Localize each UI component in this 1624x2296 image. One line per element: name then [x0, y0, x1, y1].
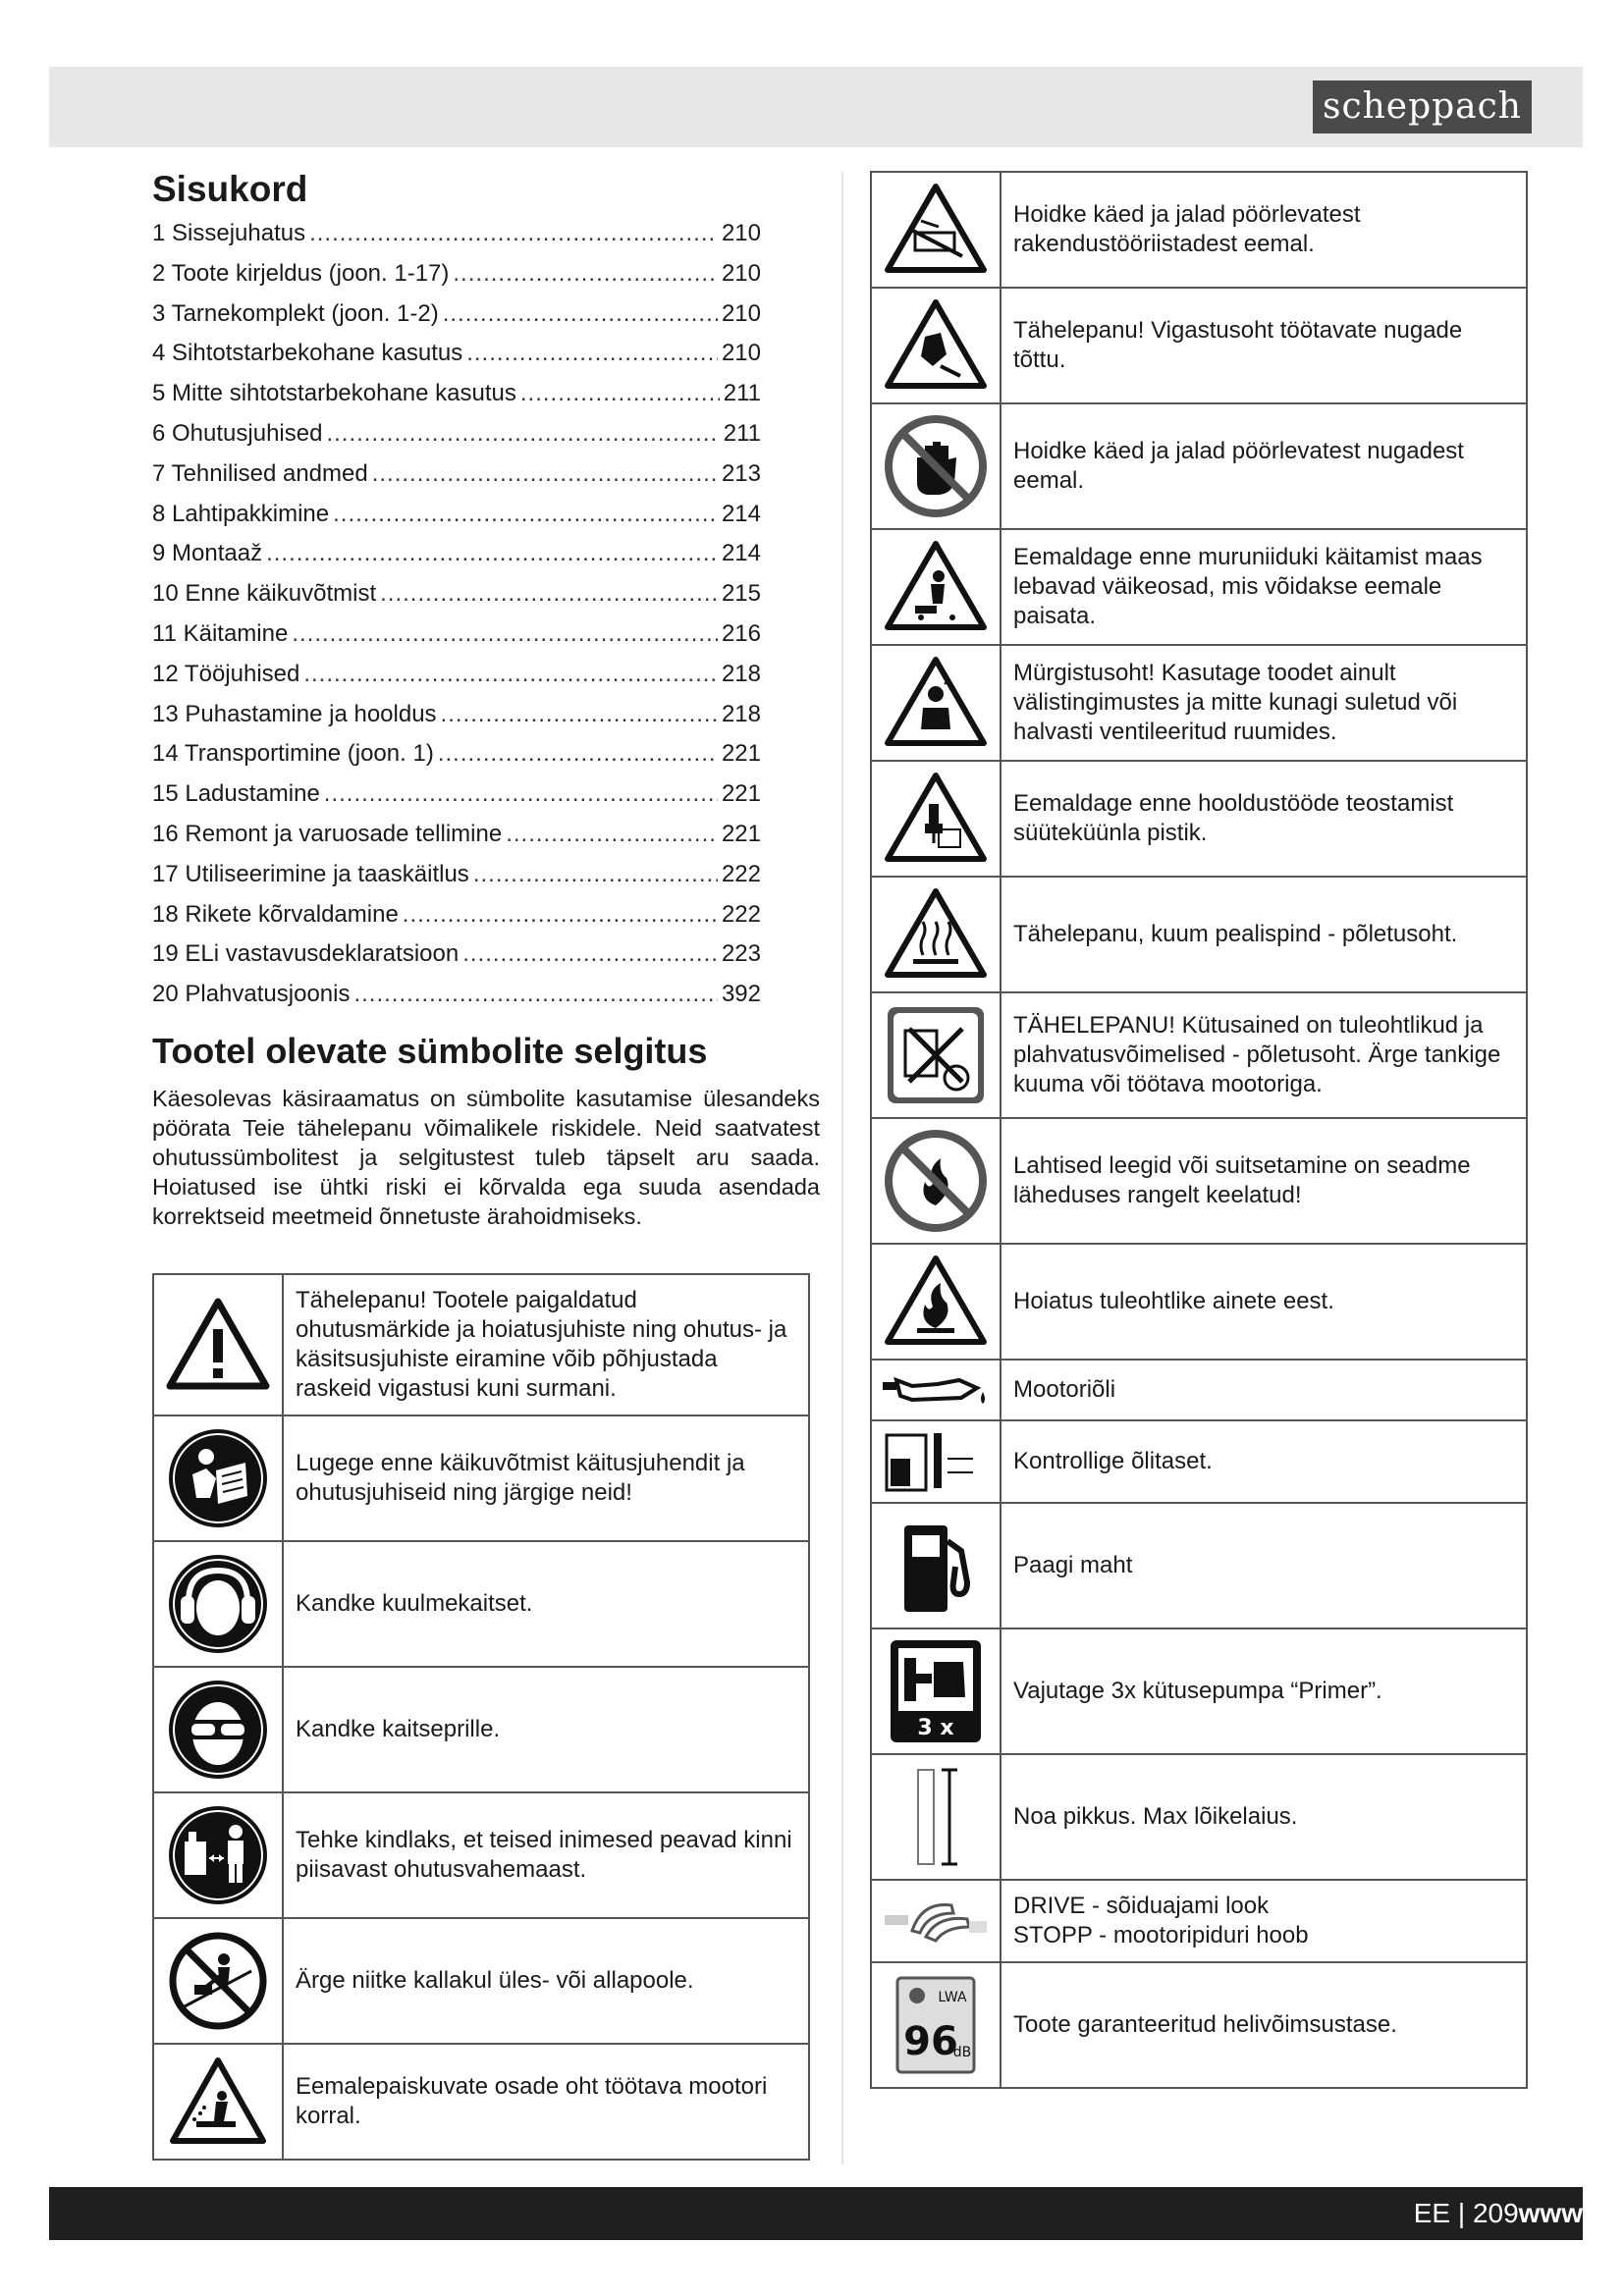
toc-item[interactable]: 16 Remont ja varuosade tellimine ..... 221 [152, 821, 761, 861]
sound-level-value: 96 [903, 2019, 958, 2064]
toc-item[interactable]: 20 Plahvatusjoonis ..... 392 [152, 981, 761, 1021]
blade-length-icon [896, 1760, 975, 1874]
blade-cut-warning-icon [882, 297, 990, 394]
table-row: Kandke kuulmekaitset. [153, 1541, 809, 1667]
no-hands-icon [882, 412, 990, 520]
toc-item[interactable]: 7 Tehnilised andmed ..... 213 [152, 460, 761, 501]
toc-item[interactable]: 9 Montaaž ..... 214 [152, 540, 761, 580]
table-row: LWA 96 dB Toote garanteeritud helivõimsustase. [871, 1962, 1527, 2088]
check-oil-level-icon [879, 1425, 993, 1498]
hot-surface-warning-icon [882, 886, 990, 983]
sound-level-unit: dB [952, 2045, 972, 2060]
table-row: Tähelepanu, kuum pealispind - põletusoht. [871, 877, 1527, 992]
table-row: Kontrollige õlitaset. [871, 1420, 1527, 1503]
toc-item[interactable]: 13 Puhastamine ja hooldus ..... 218 [152, 701, 761, 741]
toc-item[interactable]: 10 Enne käikuvõtmist ..... 215 [152, 580, 761, 620]
page-header [49, 67, 1583, 147]
table-row: Tehke kindlaks, et teised inimesed peavad kinni piisavast ohutusvahemaast. [153, 1792, 809, 1918]
keep-distance-icon [167, 1804, 269, 1906]
table-row: Eemaldage enne hooldustööde teostamist süüteküünla pistik. [871, 761, 1527, 877]
toc-item[interactable]: 11 Käitamine ..... 216 [152, 620, 761, 661]
page-number: EE | 209www [1413, 2198, 1583, 2228]
toxic-fumes-warning-icon [882, 655, 990, 751]
toc-item[interactable]: 1 Sissejuhatus ..... 210 [152, 220, 761, 260]
symbols-intro-paragraph: Käesolevas käsiraamatus on sümbolite kasutamise ülesandeks pöörata Teie tähelepanu võimalikele riskidele. Neid saatvatest ohutussümbolitest ja selgitustest tuleb täpselt aru saada. Hoiatused ise ühtki riski ei kõrvalda ega suuda asendada korrektseid meetmeid õnnetuste ärahoidmiseks. [152, 1086, 820, 1229]
table-row: Tähelepanu! Tootele paigaldatud ohutusmärkide ja hoiatusjuhiste ning ohutus- ja käsitsusjuhiste eiramine võib põhjustada raskeid vigastusi kuni surmani. [153, 1274, 809, 1415]
no-slope-mowing-icon [167, 1930, 269, 2032]
sound-power-level-icon [892, 1972, 980, 2078]
table-row: Lugege enne käikuvõtmist käitusjuhendit ja ohutusjuhiseid ning järgige neid! [153, 1415, 809, 1541]
flammable-warning-icon [882, 1254, 990, 1350]
toc-item[interactable]: 4 Sihtotstarbekohane kasutus ..... 210 [152, 340, 761, 380]
table-of-contents [152, 220, 761, 1021]
table-row: Mürgistusoht! Kasutage toodet ainult välistingimustes ja mitte kunagi suletud või halvasti ventileeritud ruumides. [871, 645, 1527, 761]
toc-item[interactable]: 2 Toote kirjeldus (joon. 1-17) ..... 210 [152, 260, 761, 300]
table-row: Hoidke käed ja jalad pöörlevatest rakendustööriistadest eemal. [871, 172, 1527, 288]
table-row: Lahtised leegid või suitsetamine on seadme läheduses rangelt keelatud! [871, 1118, 1527, 1244]
table-row: TÄHELEPANU! Kütusained on tuleohtlikud ja plahvatusvõimelised - põletusoht. Ärge tankige kuuma või töötava mootoriga. [871, 992, 1527, 1118]
table-row: Tähelepanu! Vigastusoht töötavate nugade tõttu. [871, 288, 1527, 403]
symbols-section-title: Tootel olevate sümbolite selgitus [152, 1031, 708, 1071]
page-footer [49, 2187, 1583, 2240]
table-row: 3 x Vajutage 3x kütusepumpa “Primer”. [871, 1629, 1527, 1754]
table-row: Kandke kaitseprille. [153, 1667, 809, 1792]
table-row: Hoidke käed ja jalad pöörlevatest nugadest eemal. [871, 403, 1527, 529]
engine-oil-icon [879, 1368, 993, 1412]
toc-item[interactable]: 15 Ladustamine ..... 221 [152, 780, 761, 821]
toc-item[interactable]: 6 Ohutusjuhised ..... 211 [152, 420, 761, 460]
no-open-flame-icon [882, 1127, 990, 1235]
toc-item[interactable]: 8 Lahtipakkimine ..... 214 [152, 501, 761, 541]
read-manual-icon [167, 1427, 269, 1529]
table-row: Ärge niitke kallakul üles- või allapoole. [153, 1918, 809, 2044]
toc-item[interactable]: 18 Rikete kõrvaldamine ..... 222 [152, 901, 761, 941]
table-row: Paagi maht [871, 1503, 1527, 1629]
no-refuel-hot-engine-icon [882, 1001, 990, 1109]
column-divider [841, 172, 843, 2164]
fuel-tank-icon [887, 1512, 985, 1620]
table-row: DRIVE - sõiduajami look STOPP - mootoripiduri hoob [871, 1880, 1527, 1962]
toc-item[interactable]: 19 ELi vastavusdeklaratsioon ..... 223 [152, 940, 761, 981]
brand-logo: scheppach [1313, 80, 1532, 133]
primer-pump-icon [885, 1634, 987, 1748]
right-symbol-table [870, 171, 1528, 2089]
primer-badge: 3 x [917, 1716, 954, 1740]
rotating-tool-warning-icon [882, 182, 990, 278]
toc-item[interactable]: 3 Tarnekomplekt (joon. 1-2) ..... 210 [152, 300, 761, 341]
table-row: Eemalepaiskuvate osade oht töötava mootori korral. [153, 2044, 809, 2160]
toc-item[interactable]: 14 Transportimine (joon. 1) ..... 221 [152, 740, 761, 780]
table-row: Noa pikkus. Max lõikelaius. [871, 1754, 1527, 1880]
remove-debris-warning-icon [882, 539, 990, 635]
table-row: Mootoriõli [871, 1360, 1527, 1420]
toc-title: Sisukord [152, 169, 308, 209]
safety-goggles-icon [167, 1679, 269, 1781]
ear-protection-icon [167, 1553, 269, 1655]
spark-plug-warning-icon [882, 771, 990, 867]
toc-item[interactable]: 17 Utiliseerimine ja taaskäitlus ..... 222 [152, 861, 761, 901]
drive-stop-levers-icon [879, 1892, 993, 1950]
warning-exclamation-icon [164, 1296, 272, 1394]
table-row: Hoiatus tuleohtlike ainete eest. [871, 1244, 1527, 1360]
sound-level-label: LWA [938, 1990, 967, 2005]
thrown-objects-warning-icon [167, 2055, 269, 2149]
toc-item[interactable]: 5 Mitte sihtotstarbekohane kasutus ..... 211 [152, 380, 761, 420]
left-symbol-table [152, 1273, 810, 2161]
table-row: Eemaldage enne muruniiduki käitamist maas lebavad väikeosad, mis võidakse eemale paisata. [871, 529, 1527, 645]
toc-item[interactable]: 12 Tööjuhised ..... 218 [152, 661, 761, 701]
